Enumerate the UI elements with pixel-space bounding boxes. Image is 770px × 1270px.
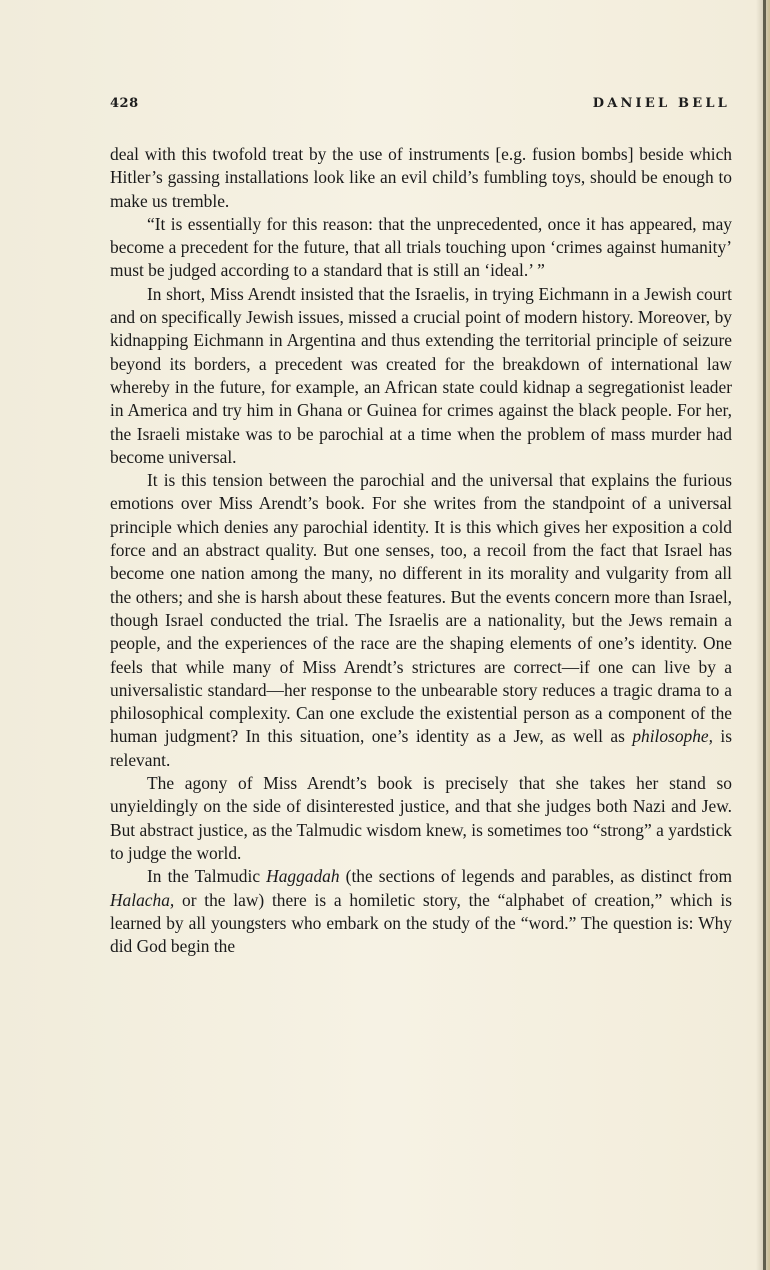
body-text [110, 143, 732, 958]
running-head: DANIEL BELL [592, 96, 730, 111]
page-edge-line [763, 0, 766, 1270]
paragraph-1: deal with this twofold treat by the use of instruments [e.g. fusion bombs] beside which Hitler’s gassing installations look like an evil child’s fumbling toys, should be enough to make us tremble. [110, 144, 732, 211]
paragraph-4-text-a: It is this tension between the parochial and the universal that explains the furious emotions over Miss Arendt’s book. For she writes from the standpoint of a universal principle which denies any parochial identity. It is this which gives her exposition a cold force and an abstract quality. But one senses, too, a recoil from the fact that Israel has become one nation among the many, no different in its morality and vulgarity from all the others; and she is harsh about these features. But the events concern more than Israel, though Israel conducted the trial. The Israelis are a nationality, but the Jews remain a people, and the experiences of the race are the shaping elements of one’s identity. One feels that while many of Miss Arendt’s strictures are correct—if one can live by a universalistic standard—her response to the unbearable story reduces a tragic drama to a philosophical complexity. Can one exclude the existential person as a component of the human judgment? In this situation, one’s identity as a Jew, as well as [110, 470, 732, 747]
paragraph-6-text-c: or the law) there is a homiletic story, the “alphabet of creation,” which is learned by all youngsters who embark on the study of the “word.” The question is: Why did God begin the [110, 889, 732, 957]
paragraph-4 [110, 469, 732, 772]
paragraph-3: In short, Miss Arendt insisted that the Israelis, in trying Eichmann in a Jewish court and on specifically Jewish issues, missed a crucial point of modern history. Moreover, by kidnapping Eichmann in Argentina and thus extending the territorial principle of seizure beyond its borders, a precedent was created for the breakdown of international law whereby in the future, for example, an African state could kidnap a segregationist leader in America and try him in Ghana or Guinea for crimes against the black people. For her, the Israeli mistake was to be parochial at a time when the problem of mass murder had become universal. [110, 283, 732, 467]
paragraph-6-italic-halacha: Halacha, [110, 889, 175, 910]
paragraph-6-text-b: (the sections of legends and parables, as distinct from [339, 866, 732, 887]
paragraph-4-italic: philosophe, [632, 726, 713, 747]
page-header [110, 96, 730, 116]
paragraph-4-text-b: is relevant. [110, 726, 733, 770]
paragraph-5: The agony of Miss Arendt’s book is precisely that she takes her stand so unyieldingly on the side of disinterested justice, and that she judges both Nazi and Jew. But abstract justice, as the Talmudic wisdom knew, is sometimes too “strong” a yardstick to judge the world. [110, 773, 732, 863]
paragraph-6-text-a: In the Talmudic [147, 866, 267, 887]
page-number: 428 [110, 96, 139, 111]
paragraph-2: “It is essentially for this reason: that the unprecedented, once it has appeared, may become a precedent for the future, that all trials touching upon ‘crimes against humanity’ must be judged according to a standard that is still an ‘ideal.’ ” [110, 213, 732, 281]
paragraph-6 [110, 865, 732, 958]
paragraph-6-italic-haggadah: Haggadah [266, 866, 340, 887]
